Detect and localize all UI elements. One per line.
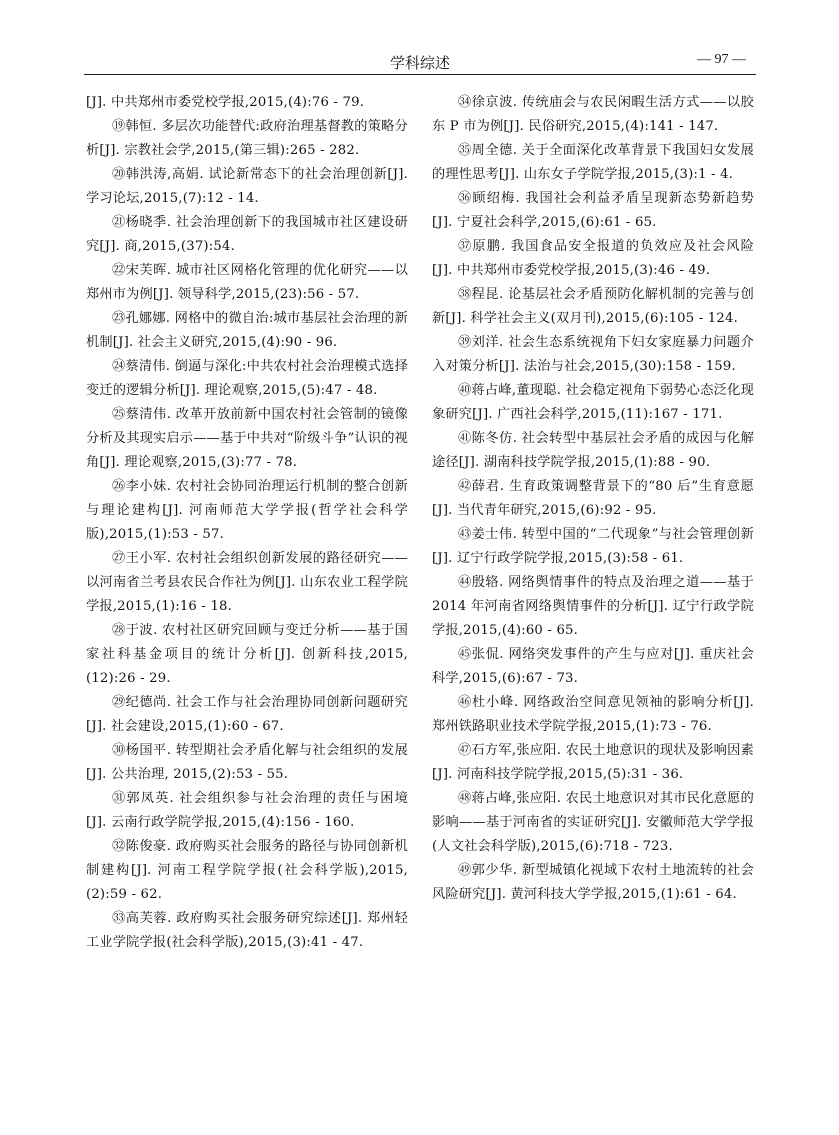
reference-item: ㊸姜士伟. 转型中国的“二代现象”与社会管理创新[J]. 辽宁行政学院学报,2015,(3):58 - 61. — [432, 527, 754, 566]
reference-item: ㊵蒋占峰,董现聪. 社会稳定视角下弱势心态泛化现象研究[J]. 广西社会科学,2015,(11):167 - 171. — [432, 383, 754, 422]
reference-item: ㉒宋芙晖. 城市社区网格化管理的优化研究——以郑州市为例[J]. 领导科学,2015,(23):56 - 57. — [86, 263, 408, 302]
page-number: — 97 — — [697, 52, 746, 67]
reference-item: ㊴刘洋. 社会生态系统视角下妇女家庭暴力问题介入对策分析[J]. 法治与社会,2015,(30):158 - 159. — [432, 335, 754, 374]
reference-item: ㉞徐京波. 传统庙会与农民闲暇生活方式——以胶东 P 市为例[J]. 民俗研究,2015,(4):141 - 147. — [432, 95, 754, 134]
reference-item: ㉚杨国平. 转型期社会矛盾化解与社会组织的发展[J]. 公共治理, 2015,(2):53 - 55. — [86, 743, 408, 782]
reference-item: ㉘于波. 农村社区研究回顾与变迁分析——基于国家社科基金项目的统计分析[J]. 创新科技,2015,(12):26 - 29. — [86, 623, 408, 686]
reference-item: ㉟周全德. 关于全面深化改革背景下我国妇女发展的理性思考[J]. 山东女子学院学报,2015,(3):1 - 4. — [432, 143, 754, 182]
reference-item: ㉜陈俊豪. 政府购买社会服务的路径与协同创新机制建构[J]. 河南工程学院学报(社会科学版),2015,(2):59 - 62. — [86, 839, 408, 902]
reference-item: ㊹殷辂. 网络舆情事件的特点及治理之道——基于 2014 年河南省网络舆情事件的分析[J]. 辽宁行政学院学报,2015,(4):60 - 65. — [432, 575, 754, 638]
reference-item: ㊷薛君. 生育政策调整背景下的“80 后”生育意愿[J]. 当代青年研究,2015,(6):92 - 95. — [432, 479, 754, 518]
reference-item: ⑲韩恒. 多层次功能替代:政府治理基督教的策略分析[J]. 宗教社会学,2015,(第三辑):265 - 282. — [86, 119, 408, 158]
reference-item: ㉛郭凤英. 社会组织参与社会治理的责任与困境[J]. 云南行政学院学报,2015,(4):156 - 160. — [86, 791, 408, 830]
reference-item: [J]. 中共郑州市委党校学报,2015,(4):76 - 79. — [86, 95, 365, 110]
reference-item: ㉓孔娜娜. 网格中的微自治:城市基层社会治理的新机制[J]. 社会主义研究,2015,(4):90 - 96. — [86, 311, 408, 350]
header-rule — [84, 74, 756, 75]
reference-item: ㉗王小军. 农村社会组织创新发展的路径研究——以河南省兰考县农民合作社为例[J]. 山东农业工程学院学报,2015,(1):16 - 18. — [86, 551, 408, 614]
reference-item: ㊺张侃. 网络突发事件的产生与应对[J]. 重庆社会科学,2015,(6):67 - 73. — [432, 647, 754, 686]
reference-item: ㊳程昆. 论基层社会矛盾预防化解机制的完善与创新[J]. 科学社会主义(双月刊),2015,(6):105 - 124. — [432, 287, 754, 326]
reference-item: ㉔蔡清伟. 倒逼与深化:中共农村社会治理模式选择变迁的逻辑分析[J]. 理论观察,2015,(5):47 - 48. — [86, 359, 408, 398]
left-column — [86, 91, 408, 955]
reference-item: ⑳韩洪涛,高娟. 试论新常态下的社会治理创新[J]. 学习论坛,2015,(7):12 - 14. — [86, 167, 408, 206]
reference-item: ㉑杨晓季. 社会治理创新下的我国城市社区建设研究[J]. 商,2015,(37):54. — [86, 215, 408, 254]
reference-item: ㉕蔡清伟. 改革开放前新中国农村社会管制的镜像分析及其现实启示——基于中共对“阶级斗争”认识的视角[J]. 理论观察,2015,(3):77 - 78. — [86, 407, 408, 470]
right-column — [432, 91, 754, 907]
reference-item: ㉖李小妹. 农村社会协同治理运行机制的整合创新与理论建构[J]. 河南师范大学学报(哲学社会科学版),2015,(1):53 - 57. — [86, 479, 408, 542]
reference-item: ㊼石方军,张应阳. 农民土地意识的现状及影响因素[J]. 河南科技学院学报,2015,(5):31 - 36. — [432, 743, 754, 782]
reference-item: ㊱顾绍梅. 我国社会利益矛盾呈现新态势新趋势[J]. 宁夏社会科学,2015,(6):61 - 65. — [432, 191, 754, 230]
reference-item: ㉝高芙蓉. 政府购买社会服务研究综述[J]. 郑州轻工业学院学报(社会科学版),2015,(3):41 - 47. — [86, 911, 408, 950]
reference-item: ㊲原鹏. 我国食品安全报道的负效应及社会风险[J]. 中共郑州市委党校学报,2015,(3):46 - 49. — [432, 239, 754, 278]
running-header — [84, 50, 756, 74]
reference-item: ㉙纪德尚. 社会工作与社会治理协同创新问题研究[J]. 社会建设,2015,(1):60 - 67. — [86, 695, 408, 734]
reference-item: ㊾郭少华. 新型城镇化视域下农村土地流转的社会风险研究[J]. 黄河科技大学学报,2015,(1):61 - 64. — [432, 863, 754, 902]
section-title: 学科综述 — [389, 54, 450, 72]
reference-item: ㊽蒋占峰,张应阳. 农民土地意识对其市民化意愿的影响——基于河南省的实证研究[J]. 安徽师范大学学报(人文社会科学版),2015,(6):718 - 723. — [432, 791, 754, 854]
reference-item: ㊻杜小峰. 网络政治空间意见领袖的影响分析[J]. 郑州铁路职业技术学院学报,2015,(1):73 - 76. — [432, 695, 754, 734]
reference-item: ㊶陈冬仿. 社会转型中基层社会矛盾的成因与化解途径[J]. 湖南科技学院学报,2015,(1):88 - 90. — [432, 431, 754, 470]
